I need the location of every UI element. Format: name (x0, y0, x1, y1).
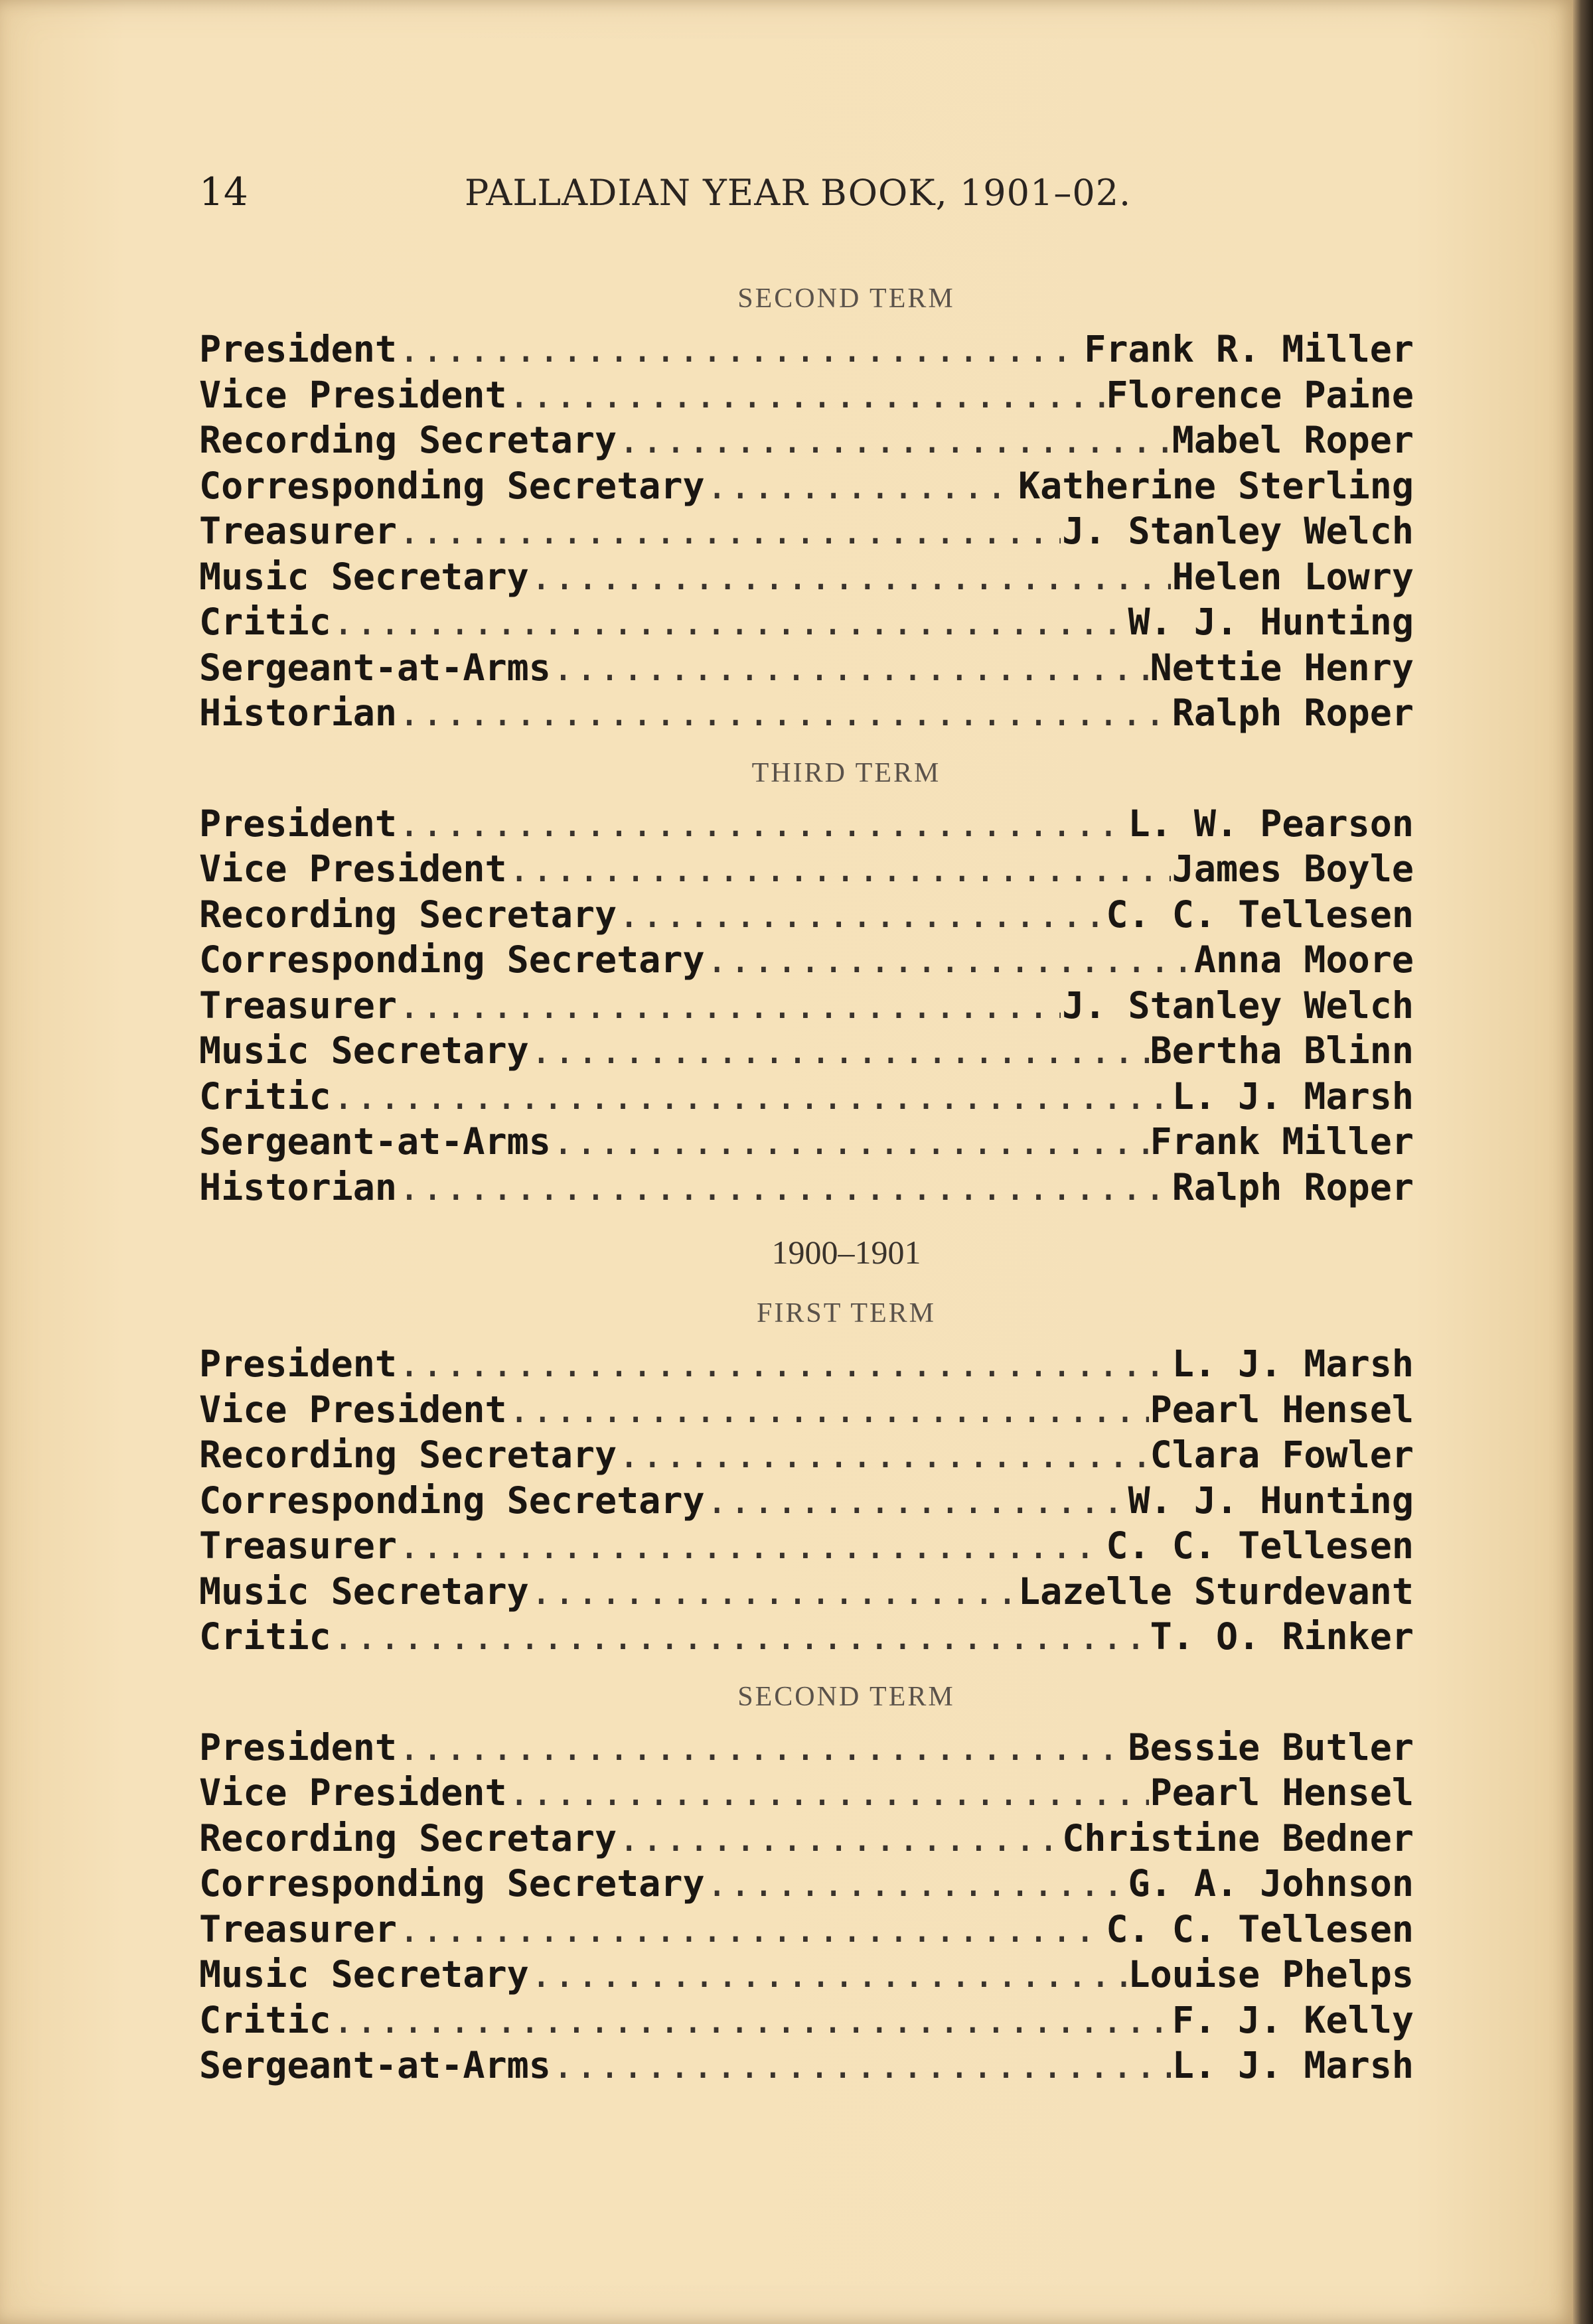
officer-name: Ralph Roper (1172, 691, 1414, 734)
officer-row (199, 1074, 1414, 1120)
term-heading: THIRD TERM (751, 757, 941, 788)
dot-leader (398, 690, 1171, 736)
officer-name: Frank R. Miller (1084, 328, 1414, 370)
officer-row (199, 801, 1414, 847)
officer-name: W. J. Hunting (1128, 1479, 1414, 1522)
officer-name: Bertha Blinn (1150, 1029, 1414, 1072)
term-section (199, 753, 1414, 1210)
dot-leader (530, 554, 1171, 600)
officer-name: C. C. Tellesen (1106, 1524, 1414, 1567)
office-title: Historian (199, 691, 398, 734)
officer-name: C. C. Tellesen (1106, 893, 1414, 936)
officer-row (199, 554, 1414, 600)
office-title: Sergeant-at-Arms (199, 646, 551, 689)
term-heading: SECOND TERM (737, 1681, 955, 1712)
office-title: Critic (199, 1998, 331, 2041)
officer-name: Christine Bedner (1062, 1816, 1414, 1859)
officer-row (199, 508, 1414, 554)
office-title: President (199, 328, 398, 370)
officer-name: C. C. Tellesen (1106, 1907, 1414, 1950)
page-number: 14 (199, 169, 248, 214)
office-title: Critic (199, 1074, 331, 1118)
dot-leader (530, 1028, 1149, 1074)
officer-row (199, 1341, 1414, 1387)
dot-leader (508, 846, 1171, 892)
officer-row (199, 1861, 1414, 1907)
officer-row (199, 372, 1414, 418)
office-title: Treasurer (199, 1907, 398, 1950)
officer-name: J. Stanley Welch (1062, 983, 1414, 1027)
officer-name: Pearl Hensel (1150, 1388, 1414, 1431)
running-title: PALLADIAN YEAR BOOK, 1901–02. (465, 172, 1132, 214)
office-title: Recording Secretary (199, 893, 617, 936)
dot-leader (398, 1341, 1171, 1387)
officer-row (199, 1569, 1414, 1615)
office-title: Vice President (199, 847, 507, 890)
office-title: Corresponding Secretary (199, 1862, 705, 1905)
officer-row (199, 1907, 1414, 1952)
dot-leader (618, 417, 1171, 463)
officer-name: Ralph Roper (1172, 1165, 1414, 1208)
office-title: Corresponding Secretary (199, 1479, 705, 1522)
officer-name: Katherine Sterling (1018, 464, 1414, 507)
office-title: President (199, 1343, 398, 1385)
page-header (199, 169, 1414, 222)
officer-row (199, 1614, 1414, 1660)
dot-leader (398, 1523, 1104, 1569)
dot-leader (552, 2043, 1171, 2088)
office-title: Recording Secretary (199, 1816, 617, 1859)
officer-row (199, 892, 1414, 938)
office-title: Corresponding Secretary (199, 464, 705, 507)
officer-row (199, 1478, 1414, 1524)
officer-name: L. J. Marsh (1172, 1343, 1414, 1385)
office-title: Music Secretary (199, 1953, 529, 1996)
term-section (199, 1232, 1414, 1660)
officer-name: Nettie Henry (1150, 646, 1414, 689)
office-title: Critic (199, 601, 331, 643)
officer-row (199, 417, 1414, 463)
dot-leader (618, 1816, 1061, 1861)
officer-row (199, 1952, 1414, 1997)
office-title: Historian (199, 1165, 398, 1208)
dot-leader (398, 983, 1061, 1029)
officer-row (199, 846, 1414, 892)
dot-leader (706, 1478, 1127, 1524)
officer-row (199, 1028, 1414, 1074)
office-title: Recording Secretary (199, 1433, 617, 1476)
office-title: Treasurer (199, 510, 398, 552)
officer-row (199, 1997, 1414, 2043)
dot-leader (706, 463, 1017, 509)
office-title: Sergeant-at-Arms (199, 2044, 551, 2086)
officer-name: Frank Miller (1150, 1120, 1414, 1163)
dot-leader (508, 372, 1105, 418)
dot-leader (398, 327, 1083, 372)
officer-row (199, 1523, 1414, 1569)
office-title: Vice President (199, 1771, 507, 1814)
dot-leader (552, 645, 1149, 691)
office-title: Recording Secretary (199, 419, 617, 461)
page-edge (1573, 0, 1593, 2324)
office-title: Music Secretary (199, 555, 529, 598)
office-title: Music Secretary (199, 1029, 529, 1072)
office-title: Critic (199, 1615, 331, 1658)
office-title: President (199, 802, 398, 845)
officer-row (199, 599, 1414, 645)
officer-row (199, 327, 1414, 372)
officer-row (199, 1119, 1414, 1165)
office-title: Sergeant-at-Arms (199, 1120, 551, 1163)
term-section (199, 1677, 1414, 2088)
dot-leader (508, 1387, 1149, 1433)
officer-row (199, 1816, 1414, 1861)
officer-name: Louise Phelps (1128, 1953, 1414, 1996)
officer-name: F. J. Kelly (1172, 1998, 1414, 2041)
officer-name: T. O. Rinker (1150, 1615, 1414, 1658)
office-title: President (199, 1725, 398, 1769)
term-section (199, 279, 1414, 736)
dot-leader (706, 1861, 1127, 1907)
dot-leader (398, 1725, 1127, 1771)
term-heading: FIRST TERM (756, 1298, 937, 1329)
officer-row (199, 1387, 1414, 1433)
dot-leader (508, 1770, 1149, 1816)
term-heading: SECOND TERM (737, 283, 955, 314)
dot-leader (618, 892, 1104, 938)
officer-name: James Boyle (1172, 847, 1414, 890)
office-title: Vice President (199, 373, 507, 416)
dot-leader (398, 508, 1061, 554)
officer-name: Bessie Butler (1128, 1725, 1414, 1769)
officer-row (199, 983, 1414, 1029)
year-heading: 1900–1901 (771, 1234, 921, 1271)
officer-name: L. J. Marsh (1172, 2044, 1414, 2086)
officer-row (199, 1165, 1414, 1210)
officer-row (199, 1770, 1414, 1816)
dot-leader (333, 1074, 1171, 1120)
officer-lists (199, 279, 1414, 2106)
officer-row (199, 645, 1414, 691)
office-title: Music Secretary (199, 1569, 529, 1613)
officer-name: Florence Paine (1106, 373, 1414, 416)
dot-leader (530, 1569, 1017, 1615)
officer-name: W. J. Hunting (1128, 601, 1414, 643)
officer-name: J. Stanley Welch (1062, 510, 1414, 552)
officer-name: Mabel Roper (1172, 419, 1414, 461)
dot-leader (618, 1432, 1148, 1478)
officer-name: L. J. Marsh (1172, 1074, 1414, 1118)
dot-leader (333, 1997, 1171, 2043)
officer-row (199, 2043, 1414, 2088)
officer-name: G. A. Johnson (1128, 1862, 1414, 1905)
officer-name: L. W. Pearson (1128, 802, 1414, 845)
office-title: Vice President (199, 1388, 507, 1431)
dot-leader (706, 937, 1193, 983)
dot-leader (398, 1907, 1104, 1952)
officer-name: Helen Lowry (1172, 555, 1414, 598)
officer-row (199, 1725, 1414, 1771)
officer-name: Lazelle Sturdevant (1018, 1569, 1414, 1613)
dot-leader (530, 1952, 1127, 1997)
officer-name: Anna Moore (1193, 938, 1414, 981)
officer-row (199, 937, 1414, 983)
officer-row (199, 690, 1414, 736)
office-title: Treasurer (199, 983, 398, 1027)
office-title: Treasurer (199, 1524, 398, 1567)
dot-leader (398, 801, 1127, 847)
dot-leader (333, 1614, 1149, 1660)
officer-name: Pearl Hensel (1150, 1771, 1414, 1814)
office-title: Corresponding Secretary (199, 938, 705, 981)
dot-leader (552, 1119, 1149, 1165)
officer-row (199, 463, 1414, 509)
dot-leader (333, 599, 1127, 645)
officer-row (199, 1432, 1414, 1478)
officer-name: Clara Fowler (1150, 1433, 1414, 1476)
dot-leader (398, 1165, 1171, 1210)
